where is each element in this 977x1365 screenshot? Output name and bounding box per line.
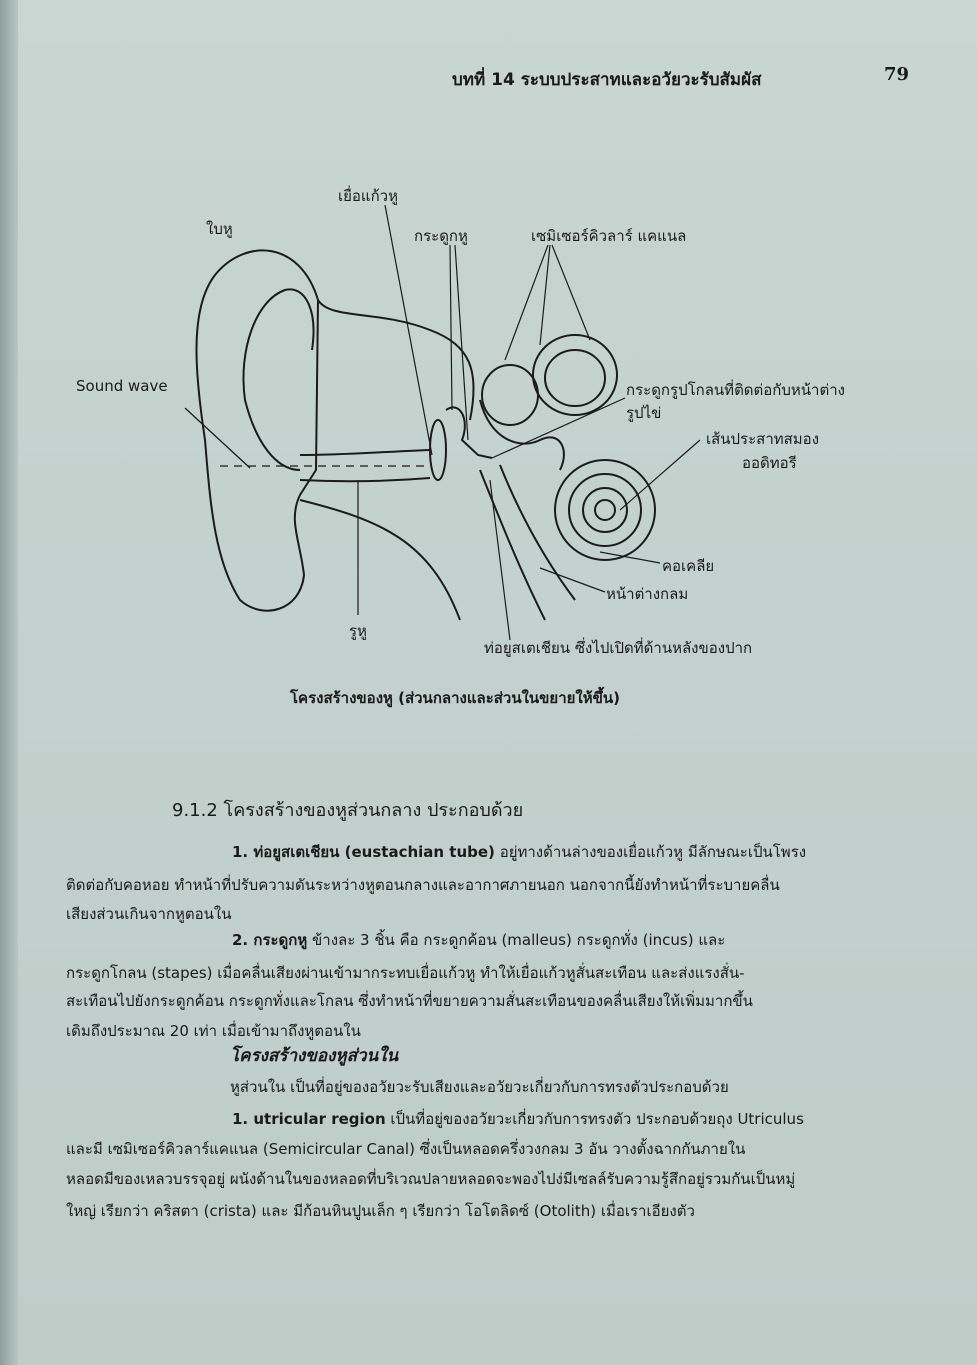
label-sound-wave: Sound wave bbox=[76, 377, 168, 395]
label-semicircular-canals: เซมิเซอร์คิวลาร์ แคแนล bbox=[531, 227, 687, 245]
section-heading: 9.1.2 โครงสร้างของหูส่วนกลาง ประกอบด้วย bbox=[172, 800, 524, 821]
leader-ossicle-a bbox=[450, 245, 452, 410]
subheading-inner-ear: โครงสร้างของหูส่วนใน bbox=[230, 1046, 399, 1066]
item1-line3: เสียงส่วนเกินจากหูตอนใน bbox=[66, 905, 232, 923]
leader-round-window bbox=[540, 568, 605, 592]
leader-semicircular-c bbox=[552, 245, 590, 340]
inner-ear-intro: หูส่วนใน เป็นที่อยู่ของอวัยวะรับเสียงและอวัยวะเกี่ยวกับการทรงตัวประกอบด้วย bbox=[230, 1078, 729, 1096]
item2-rest: ข้างละ 3 ชิ้น คือ กระดูกค้อน (malleus) กระดูกทั่ง (incus) และ bbox=[307, 931, 726, 949]
ear-canal-top bbox=[300, 450, 430, 455]
label-round-window: หน้าต่างกลม bbox=[606, 585, 689, 603]
label-pinna: ใบหู bbox=[206, 220, 233, 238]
item2-line4: เดิมถึงประมาณ 20 เท่า เมื่อเข้ามาถึงหูตอนใน bbox=[66, 1022, 361, 1040]
cochlea-coil-2 bbox=[569, 474, 641, 546]
label-cochlea: คอเคลีย bbox=[662, 557, 715, 575]
semicircular-canal-2 bbox=[545, 350, 605, 406]
cochlea-coil-4 bbox=[595, 500, 615, 520]
label-stapes-line1: กระดูกรูปโกลนที่ติดต่อกับหน้าต่าง bbox=[626, 381, 845, 399]
item1-first-line bbox=[232, 845, 806, 860]
label-auditory-nerve-line2: ออดิทอรี bbox=[742, 454, 797, 472]
leader-eustachian bbox=[490, 480, 510, 640]
running-head: บทที่ 14 ระบบประสาทและอวัยวะรับสัมผัส bbox=[452, 70, 762, 90]
item1-label: 1. ท่อยูสเตเชียน (eustachian tube) bbox=[232, 843, 495, 861]
leader-nerve bbox=[620, 440, 700, 510]
label-stapes-line2: รูปไข่ bbox=[626, 404, 662, 422]
leader-stapes bbox=[492, 398, 625, 458]
leader-semicircular-b bbox=[540, 245, 550, 345]
bone-lower bbox=[300, 500, 460, 620]
ear-canal-bottom bbox=[300, 478, 430, 481]
semicircular-canal-3 bbox=[482, 365, 538, 425]
label-ear-canal: รูหู bbox=[349, 622, 367, 640]
label-ossicles: กระดูกหู bbox=[414, 227, 468, 245]
pinna-outline bbox=[196, 250, 318, 610]
vestibule bbox=[480, 400, 564, 470]
item3-first-line bbox=[232, 1112, 804, 1127]
pinna-inner-fold bbox=[243, 289, 313, 470]
label-tympanic-membrane: เยื่อแก้วหู bbox=[338, 187, 398, 205]
item3-rest: เป็นที่อยู่ของอวัยวะเกี่ยวกับการทรงตัว ประกอบด้วยถุง Utriculus bbox=[385, 1110, 804, 1128]
page-number: 79 bbox=[884, 64, 910, 85]
label-auditory-nerve-line1: เส้นประสาทสมอง bbox=[706, 430, 820, 448]
figure-caption: โครงสร้างของหู (ส่วนกลางและส่วนในขยายให้ขึ้น) bbox=[290, 689, 620, 707]
item1-rest: อยู่ทางด้านล่างของเยื่อแก้วหู มีลักษณะเป็นโพรง bbox=[494, 843, 807, 861]
item1-line2: ติดต่อกับคอหอย ทำหน้าที่ปรับความดันระหว่างหูตอนกลางและอากาศภายนอก นอกจากนี้ยังทำหน้าที่ระบายคลื่น bbox=[66, 876, 780, 894]
sound-wave-arrow bbox=[185, 408, 250, 468]
tympanic-membrane-shape bbox=[430, 420, 446, 480]
item2-label: 2. กระดูกหู bbox=[232, 931, 308, 949]
leader-semicircular-a bbox=[505, 245, 548, 360]
item2-line3: สะเทือนไปยังกระดูกค้อน กระดูกทั่งและโกลน ซึ่งทำหน้าที่ขยายความสั่นสะเทือนของคลื่นเสียงให้เพิ่มมากขึ้น bbox=[66, 992, 753, 1010]
item2-line2: กระดูกโกลน (stapes) เมื่อคลื่นเสียงผ่านเข้ามากระทบเยื่อแก้วหู ทำให้เยื่อแก้วหูสั่นสะเทือน และส่งแรงสั่น- bbox=[66, 964, 745, 982]
item3-label: 1. utricular region bbox=[232, 1110, 386, 1128]
label-eustachian-tube: ท่อยูสเตเชียน ซึ่งไปเปิดที่ด้านหลังของปาก bbox=[484, 639, 753, 657]
item3-line2: และมี เซมิเซอร์คิวลาร์แคแนล (Semicircular Canal) ซึ่งเป็นหลอดครึ่งวงกลม 3 อัน วางตั้งฉากกันภายใน bbox=[66, 1140, 746, 1158]
skull-outline bbox=[318, 300, 474, 420]
eustachian-tube-2 bbox=[500, 465, 575, 600]
item3-line3: หลอดมีของเหลวบรรจุอยู่ ผนังด้านในของหลอดที่บริเวณปลายหลอดจะพองไปง่มีเซลล์รับความรู้สึกอยู่รวมกันเป็นหมู่ bbox=[66, 1170, 796, 1188]
item2-first-line bbox=[232, 933, 725, 948]
item3-line4: ใหญ่ เรียกว่า คริสตา (crista) และ มีก้อนหินปูนเล็ก ๆ เรียกว่า โอโตลิดซ์ (Otolith) เมื่อเราเอียงตัว bbox=[66, 1202, 695, 1220]
